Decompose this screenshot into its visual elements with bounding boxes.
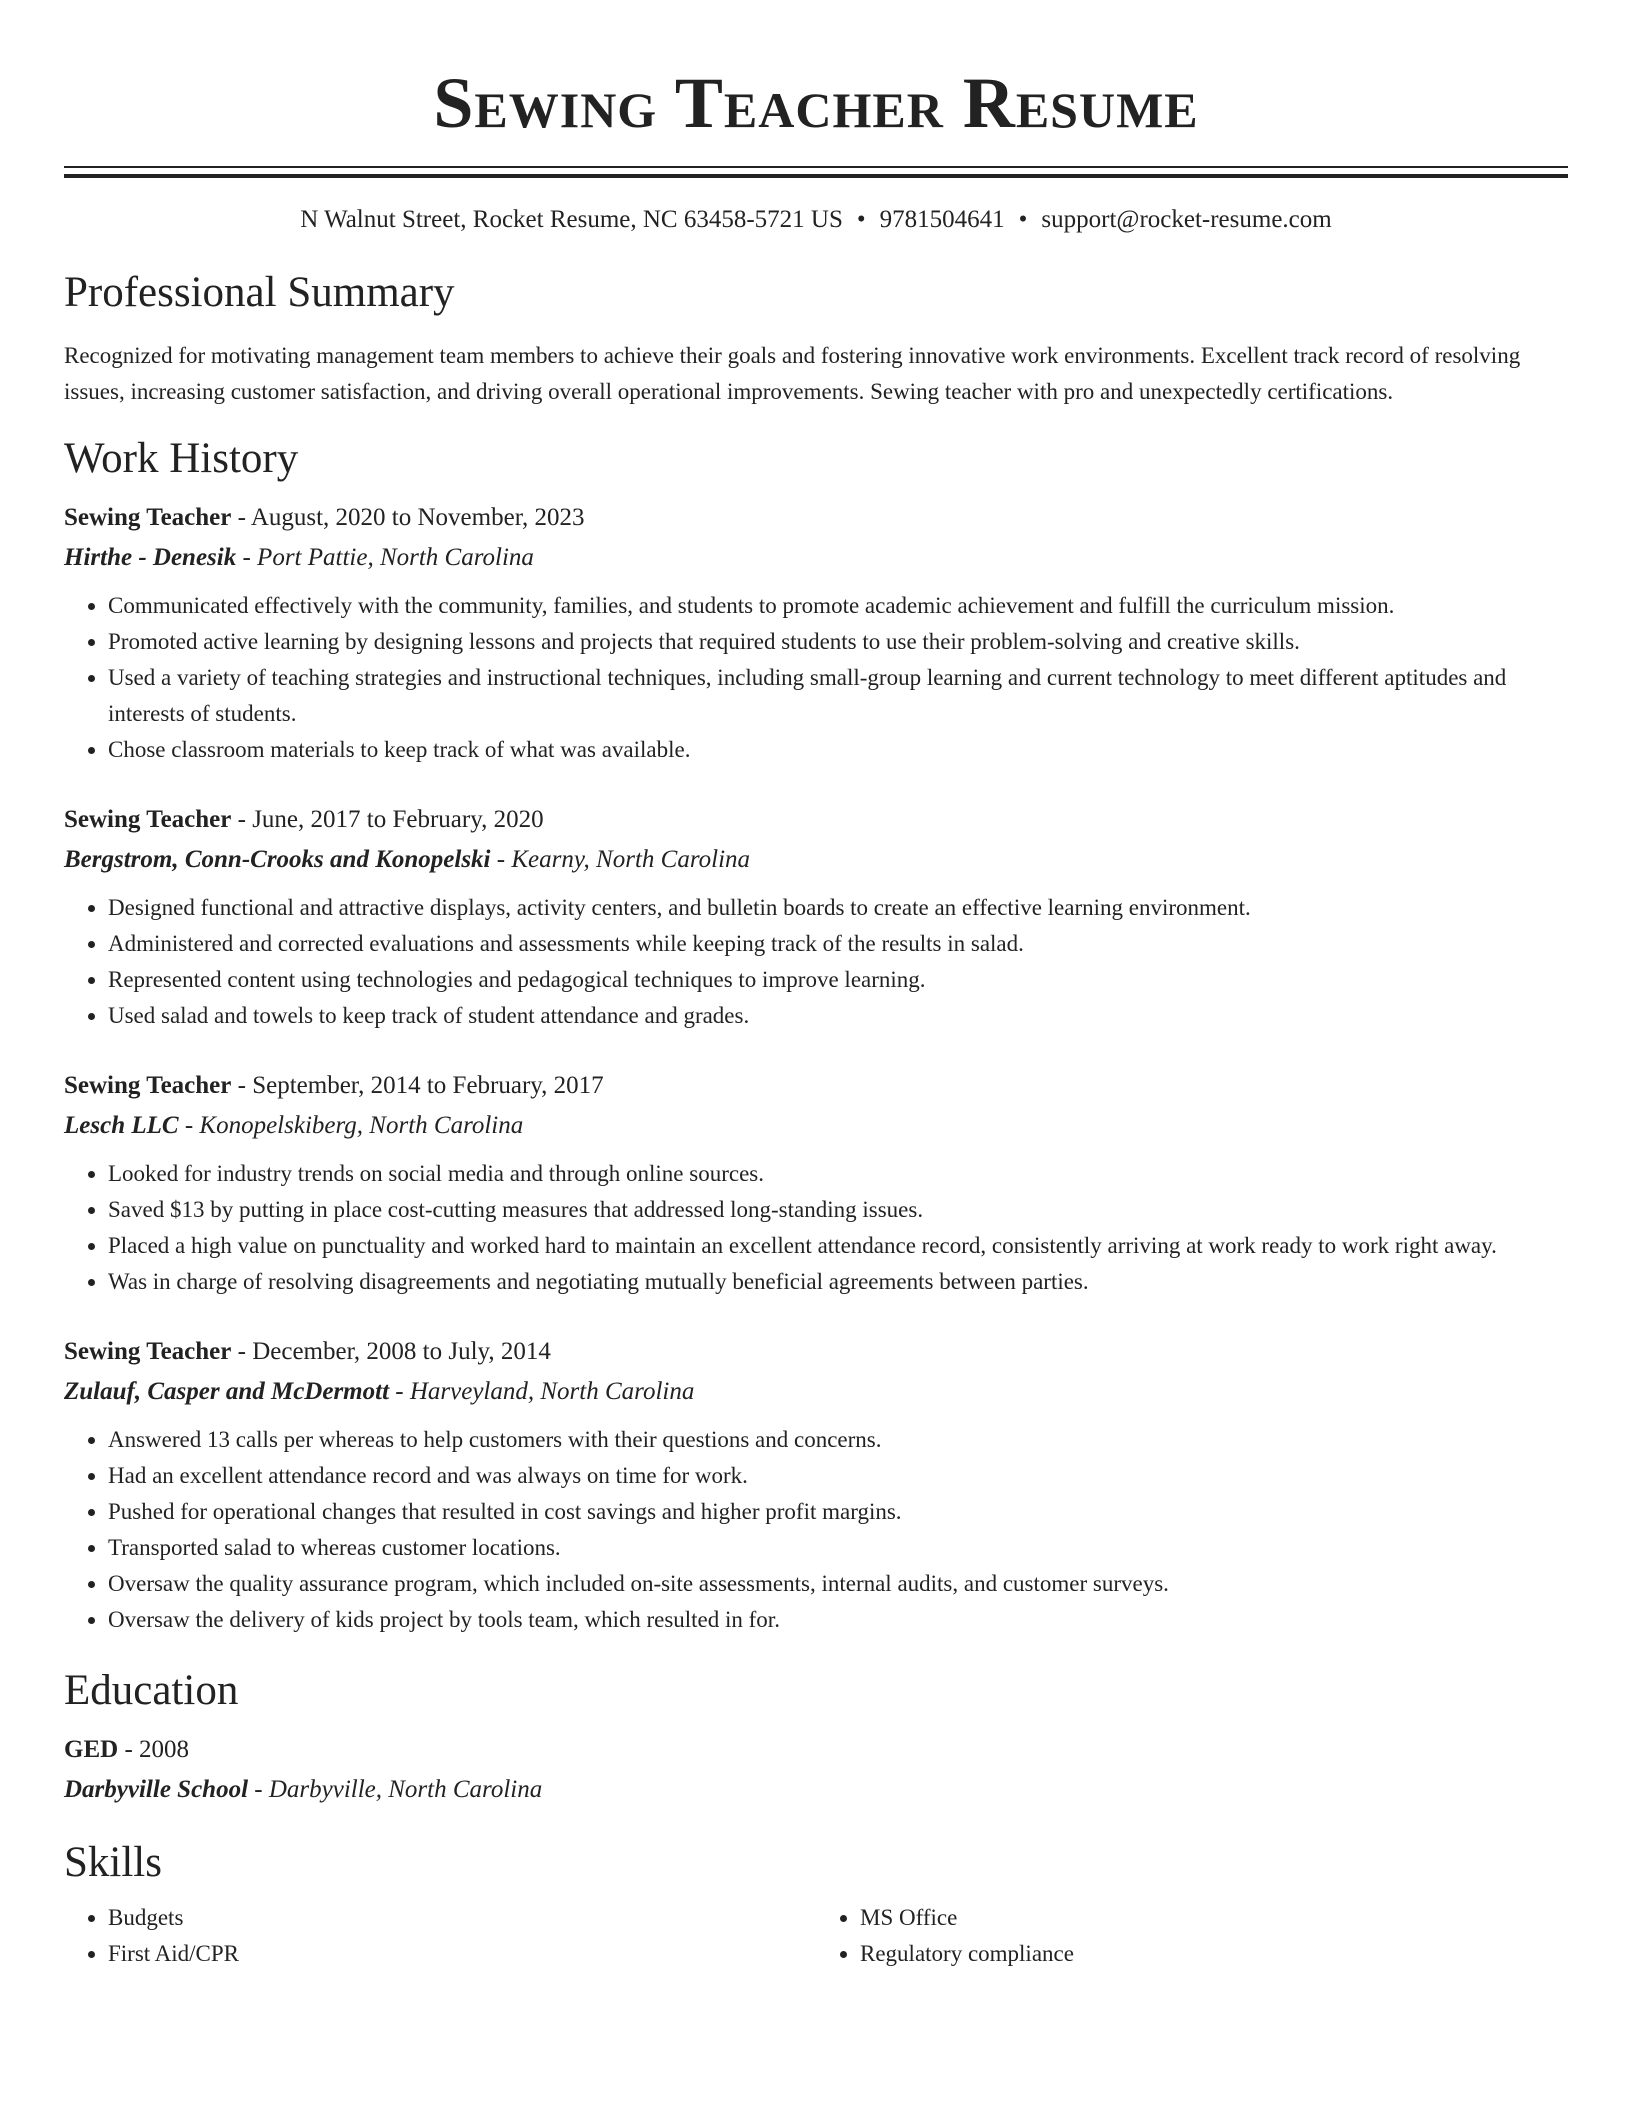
list-item: • Communicated effectively with the community, families, and students to promote academic achievement and fulfill the curriculum mission. — [108, 588, 1568, 624]
job-dates: - June, 2017 to February, 2020 — [231, 806, 544, 833]
list-item: • Oversaw the quality assurance program, which included on-site assessments, internal audits, and customer surveys. — [108, 1566, 1568, 1602]
education-degree: GED — [64, 1736, 119, 1763]
job-heading — [64, 800, 1568, 840]
list-item: • Promoted active learning by designing lessons and projects that required students to use their problem-solving and creative skills. — [108, 624, 1568, 660]
job-location: - Konopelskiberg, North Carolina — [178, 1112, 524, 1139]
list-item: • Had an excellent attendance record and was always on time for work. — [108, 1458, 1568, 1494]
job-organization — [64, 1106, 1568, 1146]
job-role: Sewing Teacher — [64, 1338, 232, 1365]
skills-column-left — [64, 1900, 816, 1972]
job-entry — [64, 800, 1568, 1034]
education-year: - 2008 — [118, 1736, 190, 1763]
list-item: • Answered 13 calls per whereas to help customers with their questions and concerns. — [108, 1422, 1568, 1458]
list-item: • Used salad and towels to keep track of student attendance and grades. — [108, 998, 1568, 1034]
job-bullets — [64, 890, 1568, 1034]
list-item: • Saved $13 by putting in place cost-cutting measures that addressed long-standing issues. — [108, 1192, 1568, 1228]
job-location: - Kearny, North Carolina — [490, 846, 751, 873]
section-title-skills: Skills — [64, 1839, 162, 1886]
job-heading — [64, 1066, 1568, 1106]
list-item: • Pushed for operational changes that resulted in cost savings and higher profit margins. — [108, 1494, 1568, 1530]
list-item: • Regulatory compliance — [860, 1936, 1568, 1972]
section-title-summary: Professional Summary — [64, 269, 455, 316]
job-organization — [64, 840, 1568, 880]
education-school: Darbyville School — [64, 1776, 249, 1803]
job-company: Bergstrom, Conn-Crooks and Konopelski — [64, 846, 491, 873]
job-dates: - August, 2020 to November, 2023 — [231, 504, 585, 531]
job-location: - Harveyland, North Carolina — [389, 1378, 695, 1405]
list-item: • Placed a high value on punctuality and worked hard to maintain an excellent attendance record, consistently arriving at work ready to work right away. — [108, 1228, 1568, 1264]
list-item: • Was in charge of resolving disagreements and negotiating mutually beneficial agreements between parties. — [108, 1264, 1568, 1300]
title-divider — [64, 166, 1568, 178]
list-item: • Looked for industry trends on social media and through online sources. — [108, 1156, 1568, 1192]
job-heading — [64, 498, 1568, 538]
contact-phone: 9781504641 — [879, 206, 1005, 233]
job-company: Hirthe - Denesik — [64, 544, 237, 571]
section-title-work-history: Work History — [64, 435, 299, 482]
job-role: Sewing Teacher — [64, 504, 232, 531]
contact-email: support@rocket-resume.com — [1041, 206, 1332, 233]
job-company: Zulauf, Casper and McDermott — [64, 1378, 390, 1405]
contact-separator: • — [1018, 206, 1028, 233]
job-heading — [64, 1332, 1568, 1372]
list-item: • Used a variety of teaching strategies and instructional techniques, including small-group learning and current technology to meet different aptitudes and interests of students. — [108, 660, 1568, 732]
job-entry — [64, 1332, 1568, 1638]
job-bullets — [64, 1422, 1568, 1638]
list-item: • Budgets — [108, 1900, 816, 1936]
list-item: • Transported salad to whereas customer locations. — [108, 1530, 1568, 1566]
job-bullets — [64, 588, 1568, 768]
contact-separator: • — [856, 206, 866, 233]
list-item: • Oversaw the delivery of kids project by tools team, which resulted in for. — [108, 1602, 1568, 1638]
job-dates: - September, 2014 to February, 2017 — [231, 1072, 604, 1099]
job-entry — [64, 1066, 1568, 1300]
education-school-line — [64, 1770, 1568, 1810]
contact-address: N Walnut Street, Rocket Resume, NC 63458-5721 US — [300, 206, 843, 233]
education-heading — [64, 1730, 1568, 1770]
job-entry — [64, 498, 1568, 768]
skills-column-right — [816, 1900, 1568, 1972]
job-location: - Port Pattie, North Carolina — [236, 544, 534, 571]
list-item: • First Aid/CPR — [108, 1936, 816, 1972]
list-item: • Represented content using technologies and pedagogical techniques to improve learning. — [108, 962, 1568, 998]
summary-text: Recognized for motivating management team members to achieve their goals and fostering innovative work environments. Excellent track record of resolving issues, increasing customer satisfaction, and driving overall operational improvements. Sewing teacher with pro and unexpectedly certifications. — [64, 343, 1521, 404]
education-location: - Darbyville, North Carolina — [248, 1776, 543, 1803]
contact-line — [64, 202, 1568, 238]
resume-page — [64, 0, 1568, 1972]
resume-title: Sewing Teacher Resume — [433, 63, 1199, 143]
list-item: • Designed functional and attractive displays, activity centers, and bulletin boards to create an effective learning environment. — [108, 890, 1568, 926]
job-bullets — [64, 1156, 1568, 1300]
skills-grid — [64, 1900, 1568, 1972]
job-role: Sewing Teacher — [64, 806, 232, 833]
job-company: Lesch LLC — [64, 1112, 179, 1139]
education-entry — [64, 1730, 1568, 1810]
job-dates: - December, 2008 to July, 2014 — [231, 1338, 551, 1365]
list-item: • Chose classroom materials to keep track of what was available. — [108, 732, 1568, 768]
job-organization — [64, 1372, 1568, 1412]
list-item: • MS Office — [860, 1900, 1568, 1936]
job-organization — [64, 538, 1568, 578]
list-item: • Administered and corrected evaluations and assessments while keeping track of the results in salad. — [108, 926, 1568, 962]
section-title-education: Education — [64, 1667, 239, 1714]
job-role: Sewing Teacher — [64, 1072, 232, 1099]
